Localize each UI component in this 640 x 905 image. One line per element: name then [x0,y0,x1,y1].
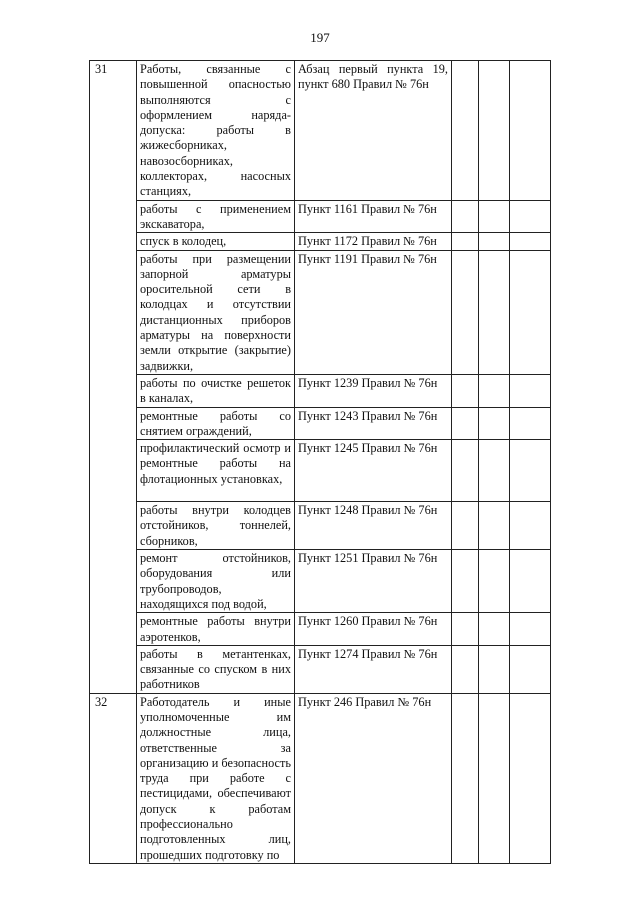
norm-reference-cell: Пункт 1161 Правил № 76н [295,200,452,233]
empty-cell [479,61,510,201]
norm-reference-cell: Пункт 1243 Правил № 76н [295,407,452,440]
table-row [90,645,551,693]
table-row [90,200,551,233]
item-number-cell: 31 [90,61,137,694]
empty-cell [510,200,551,233]
empty-cell [479,502,510,550]
work-description-cell: Работодатель и иные уполномоченные им должностные лица, ответственные за организацию и безопасность труда при работе с пестицидами, обеспечивают допуск к работам профессионально подготовленных лиц, прошедших подготовку по [137,693,295,863]
empty-cell [510,645,551,693]
empty-cell [452,550,479,613]
empty-cell [452,502,479,550]
empty-cell [452,250,479,374]
empty-cell [510,407,551,440]
empty-cell [510,233,551,250]
work-description-cell: ремонт отстойников, оборудования или трубопроводов, находящихся под водой, [137,550,295,613]
empty-cell [479,440,510,502]
work-description-cell: работы в метантенках, связанные со спуском в них работников [137,645,295,693]
empty-cell [510,374,551,407]
empty-cell [510,250,551,374]
empty-cell [510,613,551,646]
empty-cell [452,407,479,440]
work-description-cell: работы при размещении запорной арматуры оросительной сети в колодцах и отсутствии дистанционных приборов арматуры на поверхности земли открытие (закрытие) задвижки, [137,250,295,374]
empty-cell [479,693,510,863]
item-number-cell: 32 [90,693,137,863]
empty-cell [510,440,551,502]
norm-reference-cell: Пункт 1260 Правил № 76н [295,613,452,646]
empty-cell [479,613,510,646]
table-row [90,613,551,646]
empty-cell [452,233,479,250]
work-description-cell: работы по очистке решеток в каналах, [137,374,295,407]
empty-cell [452,61,479,201]
empty-cell [479,250,510,374]
norm-reference-cell: Пункт 1274 Правил № 76н [295,645,452,693]
table-row [90,440,551,502]
norm-reference-cell: Пункт 1191 Правил № 76н [295,250,452,374]
empty-cell [452,440,479,502]
empty-cell [510,550,551,613]
requirements-table [89,60,551,864]
empty-cell [452,693,479,863]
work-description-cell: работы внутри колодцев отстойников, тоннелей, сборников, [137,502,295,550]
work-description-cell: ремонтные работы внутри аэротенков, [137,613,295,646]
empty-cell [479,407,510,440]
table-row [90,407,551,440]
empty-cell [479,200,510,233]
norm-reference-cell: Пункт 246 Правил № 76н [295,693,452,863]
empty-cell [452,613,479,646]
work-description-cell: профилактический осмотр и ремонтные работы на флотационных установках, [137,440,295,502]
table-row [90,693,551,863]
page-number: 197 [310,30,330,45]
work-description-cell: работы с применением экскаватора, [137,200,295,233]
empty-cell [510,502,551,550]
empty-cell [479,550,510,613]
empty-cell [452,645,479,693]
empty-cell [479,374,510,407]
table-row [90,250,551,374]
norm-reference-cell: Пункт 1251 Правил № 76н [295,550,452,613]
table-row [90,233,551,250]
work-description-cell: Работы, связанные с повышенной опасностью выполняются с оформлением наряда-допуска: работы в жижесборниках, навозосборниках, коллекторах, насосных станциях, [137,61,295,201]
work-description-cell: спуск в колодец, [137,233,295,250]
table-row [90,550,551,613]
norm-reference-cell: Пункт 1172 Правил № 76н [295,233,452,250]
table-row [90,502,551,550]
table-row [90,374,551,407]
empty-cell [479,645,510,693]
norm-reference-cell: Абзац первый пункта 19, пункт 680 Правил № 76н [295,61,452,201]
norm-reference-cell: Пункт 1239 Правил № 76н [295,374,452,407]
table-row [90,61,551,201]
empty-cell [479,233,510,250]
empty-cell [452,374,479,407]
norm-reference-cell: Пункт 1248 Правил № 76н [295,502,452,550]
norm-reference-cell: Пункт 1245 Правил № 76н [295,440,452,502]
empty-cell [452,200,479,233]
empty-cell [510,61,551,201]
empty-cell [510,693,551,863]
work-description-cell: ремонтные работы со снятием ограждений, [137,407,295,440]
